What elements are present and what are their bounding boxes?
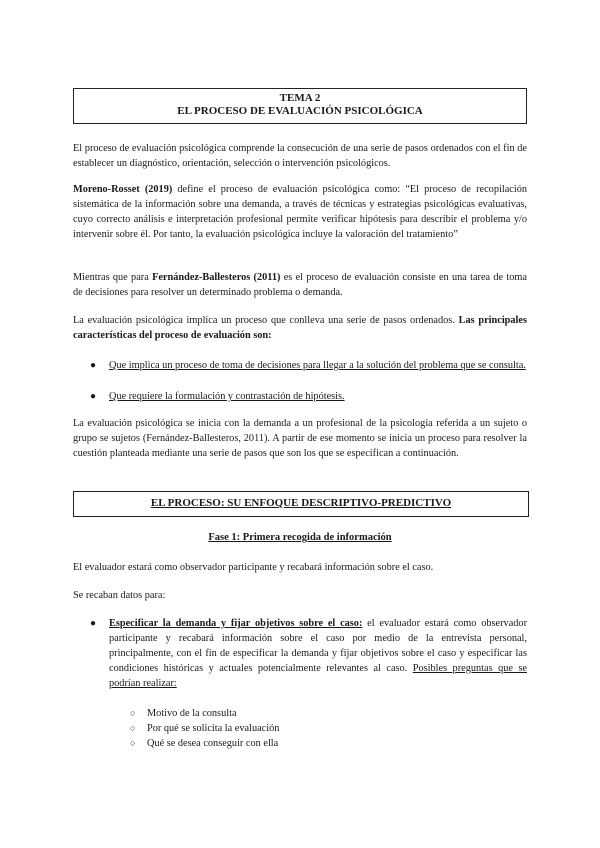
objective-text bbox=[109, 616, 527, 691]
characteristics-intro: La evaluación psicológica implica un proceso que conlleva una serie de pasos ordenados. bbox=[73, 315, 459, 326]
author-fernandez-ballesteros: Fernández-Ballesteros (2011) bbox=[152, 272, 281, 283]
phase-title: Fase 1: Primera recogida de información bbox=[208, 532, 392, 543]
data-paragraph: Se recaban datos para: bbox=[73, 590, 166, 601]
definition-paragraph bbox=[73, 182, 527, 242]
observer-paragraph: El evaluador estará como observador participante y recabará información sobre el caso. bbox=[73, 562, 434, 573]
author-moreno-rosset: Moreno-Rosset (2019) bbox=[73, 184, 173, 195]
decision-intro: Mientras que para bbox=[73, 272, 153, 283]
topic-title: EL PROCESO DE EVALUACIÓN PSICOLÓGICA bbox=[177, 105, 423, 117]
characteristic-text: Que implica un proceso de toma de decisiones para llegar a la solución del problema que se consulta. bbox=[109, 360, 526, 371]
circle-bullet-icon: ○ bbox=[130, 738, 136, 748]
section-title-box: EL PROCESO: SU ENFOQUE DESCRIPTIVO-PREDICTIVO bbox=[73, 491, 529, 517]
bullet-icon: ● bbox=[90, 391, 97, 402]
topic-title-box bbox=[73, 88, 527, 124]
questions-intro: Posibles preguntas que se podrían realizar: bbox=[109, 663, 528, 689]
start-paragraph: La evaluación psicológica se inicia con la demanda a un profesional de la psicología referida a un sujeto o grupo se sujetos (Fernández-Ballesteros, 2011). A partir de ese momento se inicia un proceso para resolver la cuestión planteada mediante una serie de pasos que son los que se especifican a continuación. bbox=[73, 418, 527, 459]
list-item bbox=[73, 389, 527, 404]
circle-bullet-icon: ○ bbox=[130, 708, 136, 718]
objective-body: el evaluador estará como observador participante y recabará información sobre el caso por medio de la entrevista personal, principalmente, con el fin de especificar la demanda y fijar objetivos sobre el caso y especificar las condiciones históricas y actuales potencialmente relevantes al caso. bbox=[109, 618, 527, 674]
intro-paragraph: El proceso de evaluación psicológica comprende la consecución de una serie de pasos ordenados con el fin de establecer un diagnóstico, orientación, selección o intervención psicológicos. bbox=[73, 143, 527, 169]
list-item bbox=[73, 616, 527, 691]
characteristics-heading: Las principales características del proceso de evaluación son: bbox=[73, 315, 527, 341]
circle-bullet-icon: ○ bbox=[130, 723, 136, 733]
list-item bbox=[73, 358, 527, 388]
decision-text: es el proceso de evaluación consiste en una tarea de toma de decisiones para resolver un determinado problema o demanda. bbox=[73, 272, 527, 298]
question-text: Qué se desea conseguir con ella bbox=[147, 738, 279, 749]
characteristics-paragraph bbox=[73, 313, 527, 343]
bullet-icon: ● bbox=[90, 360, 97, 371]
topic-number: TEMA 2 bbox=[279, 92, 321, 104]
question-text: Por qué se solicita la evaluación bbox=[147, 723, 280, 734]
objective-heading: Especificar la demanda y fijar objetivos sobre el caso: bbox=[109, 618, 363, 629]
definition-text: define el proceso de evaluación psicológica como: “El proceso de recopilación sistemática de la información sobre una demanda, a través de técnicas y estrategias psicológicas evaluativas, cuyo correcto análisis e interpretación profesional permite verificar hipótesis para describir el problema y/o intervenir sobre él. Por tanto, la evaluación psicológica incluye la valoración del tratamiento” bbox=[73, 184, 528, 240]
question-text: Motivo de la consulta bbox=[147, 708, 237, 719]
decision-paragraph bbox=[73, 270, 527, 300]
bullet-icon: ● bbox=[90, 618, 97, 629]
characteristic-text: Que requiere la formulación y contrastación de hipótesis. bbox=[109, 391, 345, 402]
